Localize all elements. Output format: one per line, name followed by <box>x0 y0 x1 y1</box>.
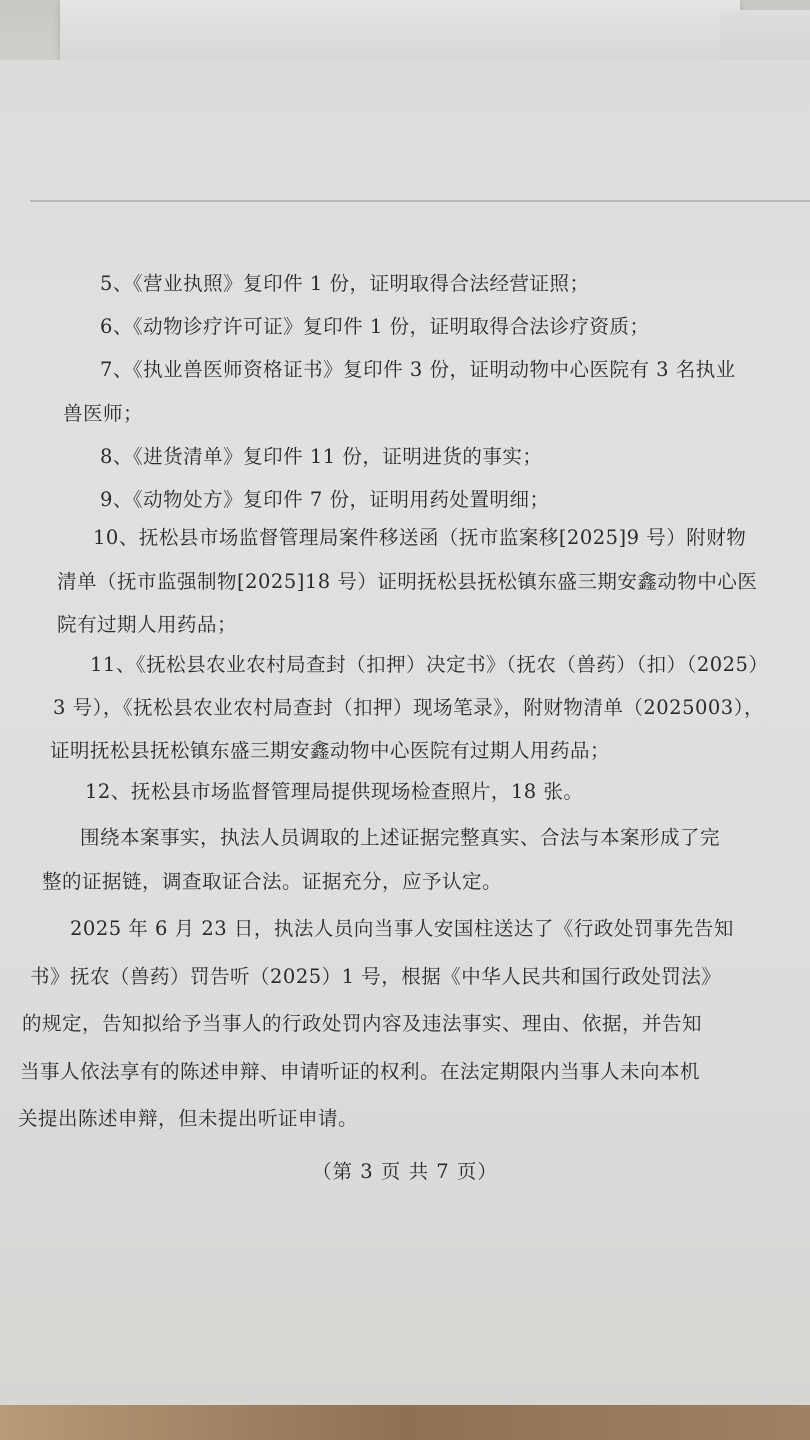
text-line: 兽医师； <box>63 402 144 425</box>
table-surface <box>0 1405 810 1440</box>
text-line: 3 号），《抚松县农业农村局查封（扣押）现场笔录》，附财物清单（2025003）， <box>53 696 764 719</box>
text-line: 6、《动物诊疗许可证》复印件 1 份，证明取得合法诊疗资质； <box>100 315 650 338</box>
text-line: 院有过期人用药品； <box>57 613 238 636</box>
text-line: 的规定，告知拟给予当事人的行政处罚内容及违法事实、理由、依据，并告知 <box>22 1012 703 1035</box>
text-line: 10、抚松县市场监督管理局案件移送函（抚市监案移[2025]9 号）附财物 <box>93 526 747 549</box>
page-fold-line <box>30 200 810 202</box>
text-line: 8、《进货清单》复印件 11 份，证明进货的事实； <box>100 445 543 468</box>
text-line: 2025 年 6 月 23 日，执法人员向当事人安国柱送达了《行政处罚事先告知 <box>70 917 734 940</box>
text-line: 证明抚松县抚松镇东盛三期安鑫动物中心医院有过期人用药品； <box>50 739 611 762</box>
text-line: 书》抚农（兽药）罚告听（2025）1 号，根据《中华人民共和国行政处罚法》 <box>30 965 722 988</box>
text-line: 关提出陈述申辩，但未提出听证申请。 <box>18 1107 359 1130</box>
text-line: 11、《抚松县农业农村局查封（扣押）决定书》（抚农（兽药）（扣）（2025） <box>90 653 769 676</box>
text-line: 当事人依法享有的陈述申辩、申请听证的权利。在法定期限内当事人未向本机 <box>20 1060 701 1083</box>
text-line: 9、《动物处方》复印件 7 份，证明用药处置明细； <box>100 488 550 511</box>
text-line: 围绕本案事实，执法人员调取的上述证据完整真实、合法与本案形成了完 <box>80 826 721 849</box>
text-line: 清单（抚市监强制物[2025]18 号）证明抚松县抚松镇东盛三期安鑫动物中心医 <box>57 570 758 593</box>
text-line: 5、《营业执照》复印件 1 份，证明取得合法经营证照； <box>100 272 590 295</box>
text-line: 7、《执业兽医师资格证书》复印件 3 份，证明动物中心医院有 3 名执业 <box>100 358 736 381</box>
text-line: 12、抚松县市场监督管理局提供现场检查照片，18 张。 <box>85 780 584 803</box>
text-line: 整的证据链，调查取证合法。证据充分，应予认定。 <box>42 870 503 893</box>
page-number-footer: （第 3 页 共 7 页） <box>312 1160 498 1183</box>
